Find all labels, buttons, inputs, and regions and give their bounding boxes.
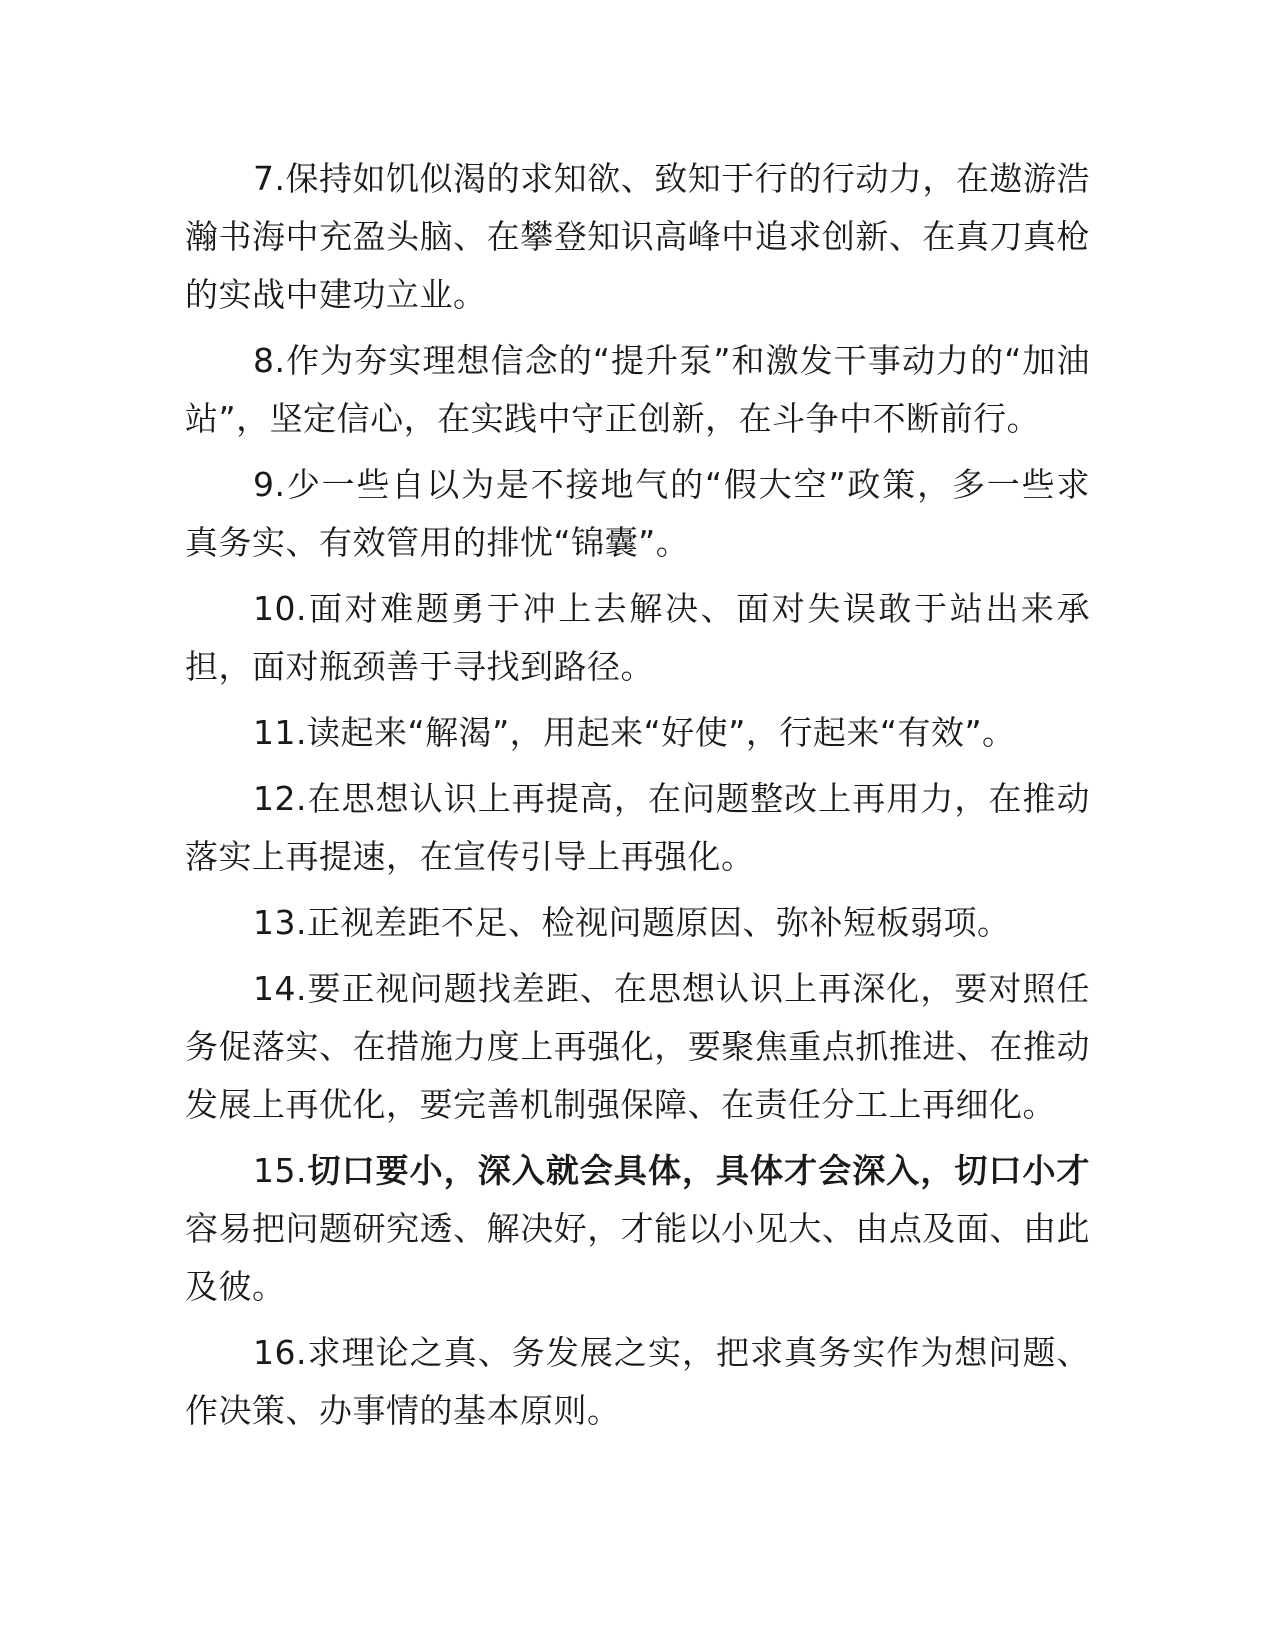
document-body: [185, 150, 1090, 1448]
paragraph-7: 7.保持如饥似渴的求知欲、致知于行的行动力，在遨游浩瀚书海中充盈头脑、在攀登知识高峰中追求创新、在真刀真枪的实战中建功立业。: [185, 159, 1090, 314]
paragraph-9: 9.少一些自以为是不接地气的“假大空”政策，多一些求真务实、有效管用的排忧“锦囊”。: [185, 465, 1090, 562]
paragraph-15-text: 容易把问题研究透、解决好，才能以小见大、由点及面、由此及彼。: [185, 1209, 1090, 1306]
paragraph-14: 14.要正视问题找差距、在思想认识上再深化，要对照任务促落实、在措施力度上再强化，要聚焦重点抓推进、在推动发展上再优化，要完善机制强保障、在责任分工上再细化。: [185, 969, 1090, 1124]
paragraph-15-bold-text: 切口要小，深入就会具体，具体才会深入，切口小才: [306, 1151, 1090, 1190]
paragraph-11: 11.读起来“解渴”，用起来“好使”，行起来“有效”。: [253, 713, 1016, 752]
paragraph-12: 12.在思想认识上再提高，在问题整改上再用力，在推动落实上再提速，在宣传引导上再强化。: [185, 779, 1090, 876]
paragraph-15-number: 15.: [253, 1151, 307, 1190]
paragraph-8: 8.作为夯实理想信念的“提升泵”和激发干事动力的“加油站”，坚定信心，在实践中守正创新，在斗争中不断前行。: [185, 341, 1090, 438]
paragraph-15: [185, 1142, 1090, 1316]
paragraph-13: 13.正视差距不足、检视问题原因、弥补短板弱项。: [253, 903, 1011, 942]
paragraph-16: 16.求理论之真、务发展之实，把求真务实作为想问题、作决策、办事情的基本原则。: [185, 1333, 1090, 1430]
paragraph-10: 10.面对难题勇于冲上去解决、面对失误敢于站出来承担，面对瓶颈善于寻找到路径。: [185, 589, 1090, 686]
